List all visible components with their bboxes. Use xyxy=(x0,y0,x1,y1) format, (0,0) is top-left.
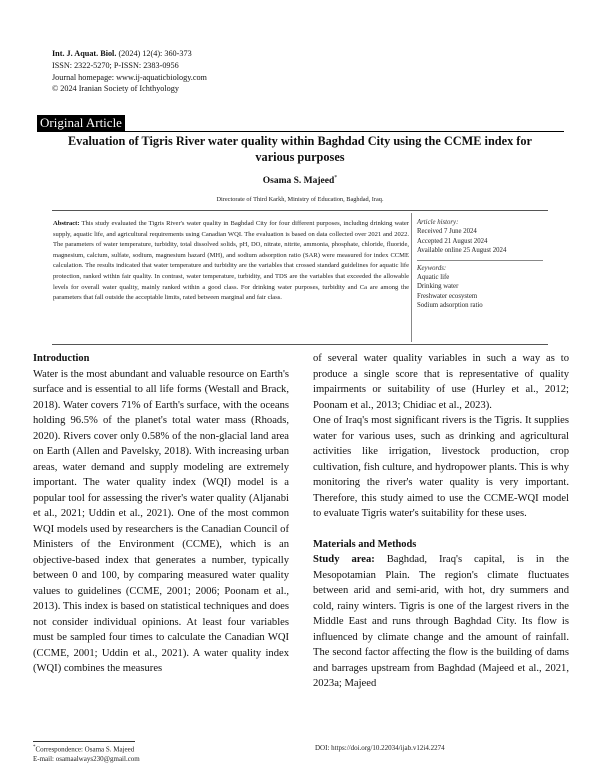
paper-title: Evaluation of Tigris River water quality within Baghdad City using the CCME index for various purposes xyxy=(67,134,533,164)
methods-heading: Materials and Methods xyxy=(313,538,417,550)
author-mark: * xyxy=(334,175,338,181)
keyword-item: Drinking water xyxy=(417,283,459,291)
abstract-bottom-rule xyxy=(52,344,548,345)
footnote-correspondence xyxy=(33,743,140,754)
journal-issn: ISSN: 2322-5270; P-ISSN: 2383-0956 xyxy=(52,60,179,70)
article-type-label: Original Article xyxy=(37,115,125,131)
history-heading: Article history: xyxy=(417,219,459,226)
header-rule xyxy=(37,131,564,132)
journal-volume: (2024) 12(4): 360-373 xyxy=(116,49,192,58)
study-area-paragraph xyxy=(313,552,569,692)
abstract-top-rule xyxy=(52,210,548,211)
right-column xyxy=(313,351,569,692)
left-column xyxy=(33,351,289,677)
history-accepted: Accepted 21 August 2024 xyxy=(417,237,488,245)
section-gap xyxy=(313,522,569,537)
footnote-rule xyxy=(33,741,135,742)
abstract xyxy=(53,219,409,304)
journal-homepage: Journal homepage: www.ij-aquaticbiology.com xyxy=(52,72,207,82)
study-area-text: Baghdad, Iraq's capital, is in the Mesopotamian Plain. The region's climate fluctuates between arid and semi-arid, with hot, dry summers and cold, rainy winters. Tigris is one of the largest rivers in the Middle East and runs through Baghdad City. Its flow is influenced by climate change and the amount of rainfall. The second factor affecting the flow is the building of dams and barrages upstream from Baghdad (Majeed et al., 2021, 2023a; Majeed xyxy=(313,554,570,689)
correspondence-text: Correspondence: Osama S. Majeed xyxy=(35,745,135,754)
journal-copyright: © 2024 Iranian Society of Ichthyology xyxy=(52,84,179,94)
affiliation: Directorate of Third Karkh, Ministry of Education, Baghdad, Iraq. xyxy=(216,196,384,203)
author-name: Osama S. Majeed xyxy=(262,176,335,187)
keyword-item: Sodium adsorption ratio xyxy=(417,302,483,310)
study-area-lead: Study area: xyxy=(313,554,375,565)
intro-paragraph-1: Water is the most abundant and valuable resource on Earth's surface and is essential to all life forms (Westall and Brack, 2018). Water covers 71% of Earth's surface, with the oceans holding 96.5% of the planet's total water mass (Rhoads, 2020). Rivers cover only 0.58% of the non-glacial land area on Earth (Allen and Pavelsky, 2018). With increasing urban areas, water demand and supply modeling are extremely important. The water quality index (WQI) model is a popular tool for assessing the river's water quality (Aljanabi et al., 2021; Uddin et al., 2021). One of the most common WQI models used by researchers is the Canadian Council of Ministers of the Environment (CCME), which is an objective-based index that generates a number, typically between 0 and 100, by comparing measured water quality values to guidelines (CCME, 2001; 2006; Poonam et al., 2013). This index is based on statistical techniques and does not consider individual opinions. At least four variables must be sampled four times to calculate the Canadian WQI (CCME, 2001; Uddin et al., 2021). A water quality index (WQI) combines the measures xyxy=(33,368,289,674)
history-separator xyxy=(417,260,543,261)
footnote-mark: * xyxy=(33,745,36,750)
keywords-heading: Keywords: xyxy=(417,264,447,272)
keyword-item: Freshwater ecosystem xyxy=(417,292,478,300)
abstract-divider xyxy=(411,213,412,342)
article-info xyxy=(417,218,557,311)
history-received: Received 7 June 2024 xyxy=(417,228,477,236)
author-line xyxy=(0,175,600,186)
journal-citation xyxy=(52,48,207,60)
intro-paragraph-2: One of Iraq's most significant rivers is the Tigris. It supplies water for various uses, such as drinking and agricultural activities like irrigation, livestock production, crop cultivation, fish culture, and hydropower plants. This is why monitoring the river's water quality is very important. Therefore, this study aimed to use the CCME-WQI model to evaluate Tigris water's suitability for these uses. xyxy=(313,415,569,519)
footnote xyxy=(33,743,140,764)
intro-paragraph-1-continued: of several water quality variables in such a way as to produce a single score that is representative of quality impairments or suitability of use (Hurley et al., 2012; Poonam et al., 2013; Chidiac et al., 2023). xyxy=(313,353,569,411)
introduction-heading: Introduction xyxy=(33,353,90,364)
footnote-email: E-mail: osamaalways230@gmail.com xyxy=(33,755,140,764)
keyword-item: Aquatic life xyxy=(417,274,450,282)
doi-link[interactable]: DOI: https://doi.org/10.22034/ijab.v12i4.2274 xyxy=(315,744,445,752)
history-online: Available online 25 August 2024 xyxy=(417,247,507,255)
journal-name: Int. J. Aquat. Biol. xyxy=(52,49,117,58)
abstract-label: Abstract: xyxy=(53,220,80,227)
journal-info xyxy=(52,48,207,95)
abstract-text: This study evaluated the Tigris River's water quality in Baghdad City for four different purposes, including drinking water supply, aquatic life, and agricultural requirements using Canadian WQI. The evaluation is based on data collected over 2021 and 2022. The parameters of water temperature, turbidity, total dissolved solids, pH, DO, nitrate, nitrite, ammonia, phosphate, chloride, fluoride, magnesium, calcium, sulfate, sodium, magnesium hazard (MH), and sodium adsorption ratio (SAR) were measured for index CCME calculation. The results indicated that water temperature and turbidity are the variables that crossed standard guidelines for aquatic life protection, ranked within fair quality. In contrast, water temperature, turbidity, and TDS are the variables that exceeded the allowable levels for overall water quality, mainly ranked within a good class. For drinking water purposes, turbidity and Ca are among the parameters that fall outside the acceptable limits, rated between marginal and fair class. xyxy=(53,220,409,302)
